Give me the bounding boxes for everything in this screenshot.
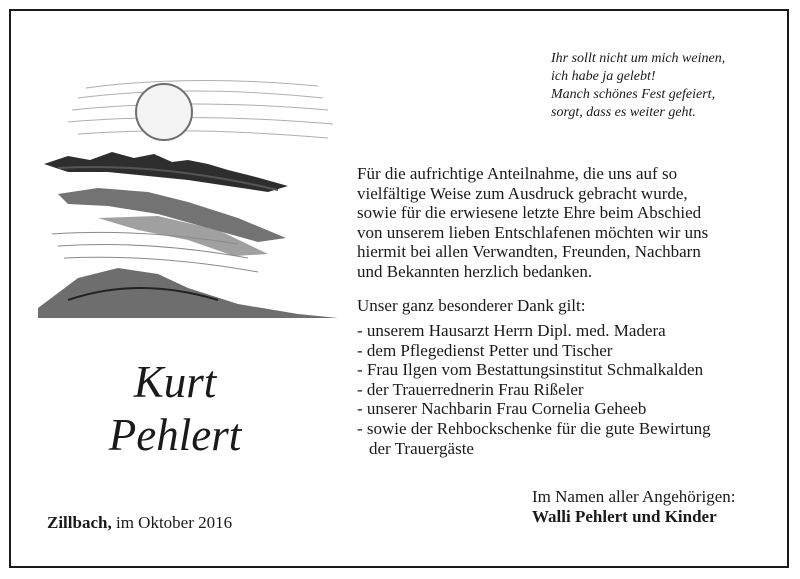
poem-line: Manch schönes Fest gefeiert,: [551, 87, 716, 102]
family-signature: Walli Pehlert und Kinder: [532, 507, 717, 526]
place-town: Zillbach,: [47, 513, 112, 532]
list-item: - unserem Hausarzt Herrn Dipl. med. Madera: [357, 321, 666, 340]
thanks-line: hiermit bei allen Verwandten, Freunden, Nachbarn: [357, 242, 701, 262]
list-item-continuation: der Trauergäste: [369, 438, 474, 458]
special-thanks-list: [357, 321, 711, 458]
deceased-first-name: Kurt: [133, 357, 217, 407]
list-item: - sowie der Rehbockschenke für die gute Bewirtung: [357, 418, 711, 438]
poem-line: Ihr sollt nicht um mich weinen,: [551, 51, 726, 66]
place-date-text: im Oktober 2016: [115, 513, 233, 532]
signoff-line: Im Namen aller Angehörigen:: [532, 487, 736, 506]
deceased-name: [70, 356, 280, 462]
thanks-line: vielfältige Weise zum Ausdruck gebracht wurde,: [357, 183, 688, 203]
poem-line: ich habe ja gelebt!: [551, 69, 656, 84]
list-item: - unserer Nachbarin Frau Cornelia Geheeb: [357, 399, 647, 419]
list-item: - dem Pflegedienst Petter und Tischer: [357, 340, 613, 360]
special-thanks-heading-text: Unser ganz besonderer Dank gilt:: [357, 296, 586, 315]
place-date: [47, 513, 232, 533]
thanks-paragraph: [357, 164, 708, 282]
sun-shape: [136, 84, 192, 140]
list-item: - der Trauerrednerin Frau Rißeler: [357, 379, 584, 399]
poem-line: sorgt, dass es weiter geht.: [551, 105, 696, 120]
poem: [551, 50, 725, 122]
special-thanks-heading: [357, 296, 585, 316]
thanks-line: von unserem lieben Entschlafenen möchten wir uns: [357, 222, 709, 242]
thanks-line: sowie für die erwiesene letzte Ehre beim Abschied: [357, 203, 702, 223]
landscape-sun-illustration: [38, 68, 338, 318]
signoff: [532, 487, 735, 527]
thanks-line: und Bekannten herzlich bedanken.: [357, 261, 593, 281]
mountain-shape: [44, 152, 288, 192]
list-item: - Frau Ilgen vom Bestattungsinstitut Schmalkalden: [357, 360, 704, 380]
thanks-line: Für die aufrichtige Anteilnahme, die uns auf so: [357, 164, 678, 183]
deceased-last-name: Pehlert: [108, 410, 242, 460]
